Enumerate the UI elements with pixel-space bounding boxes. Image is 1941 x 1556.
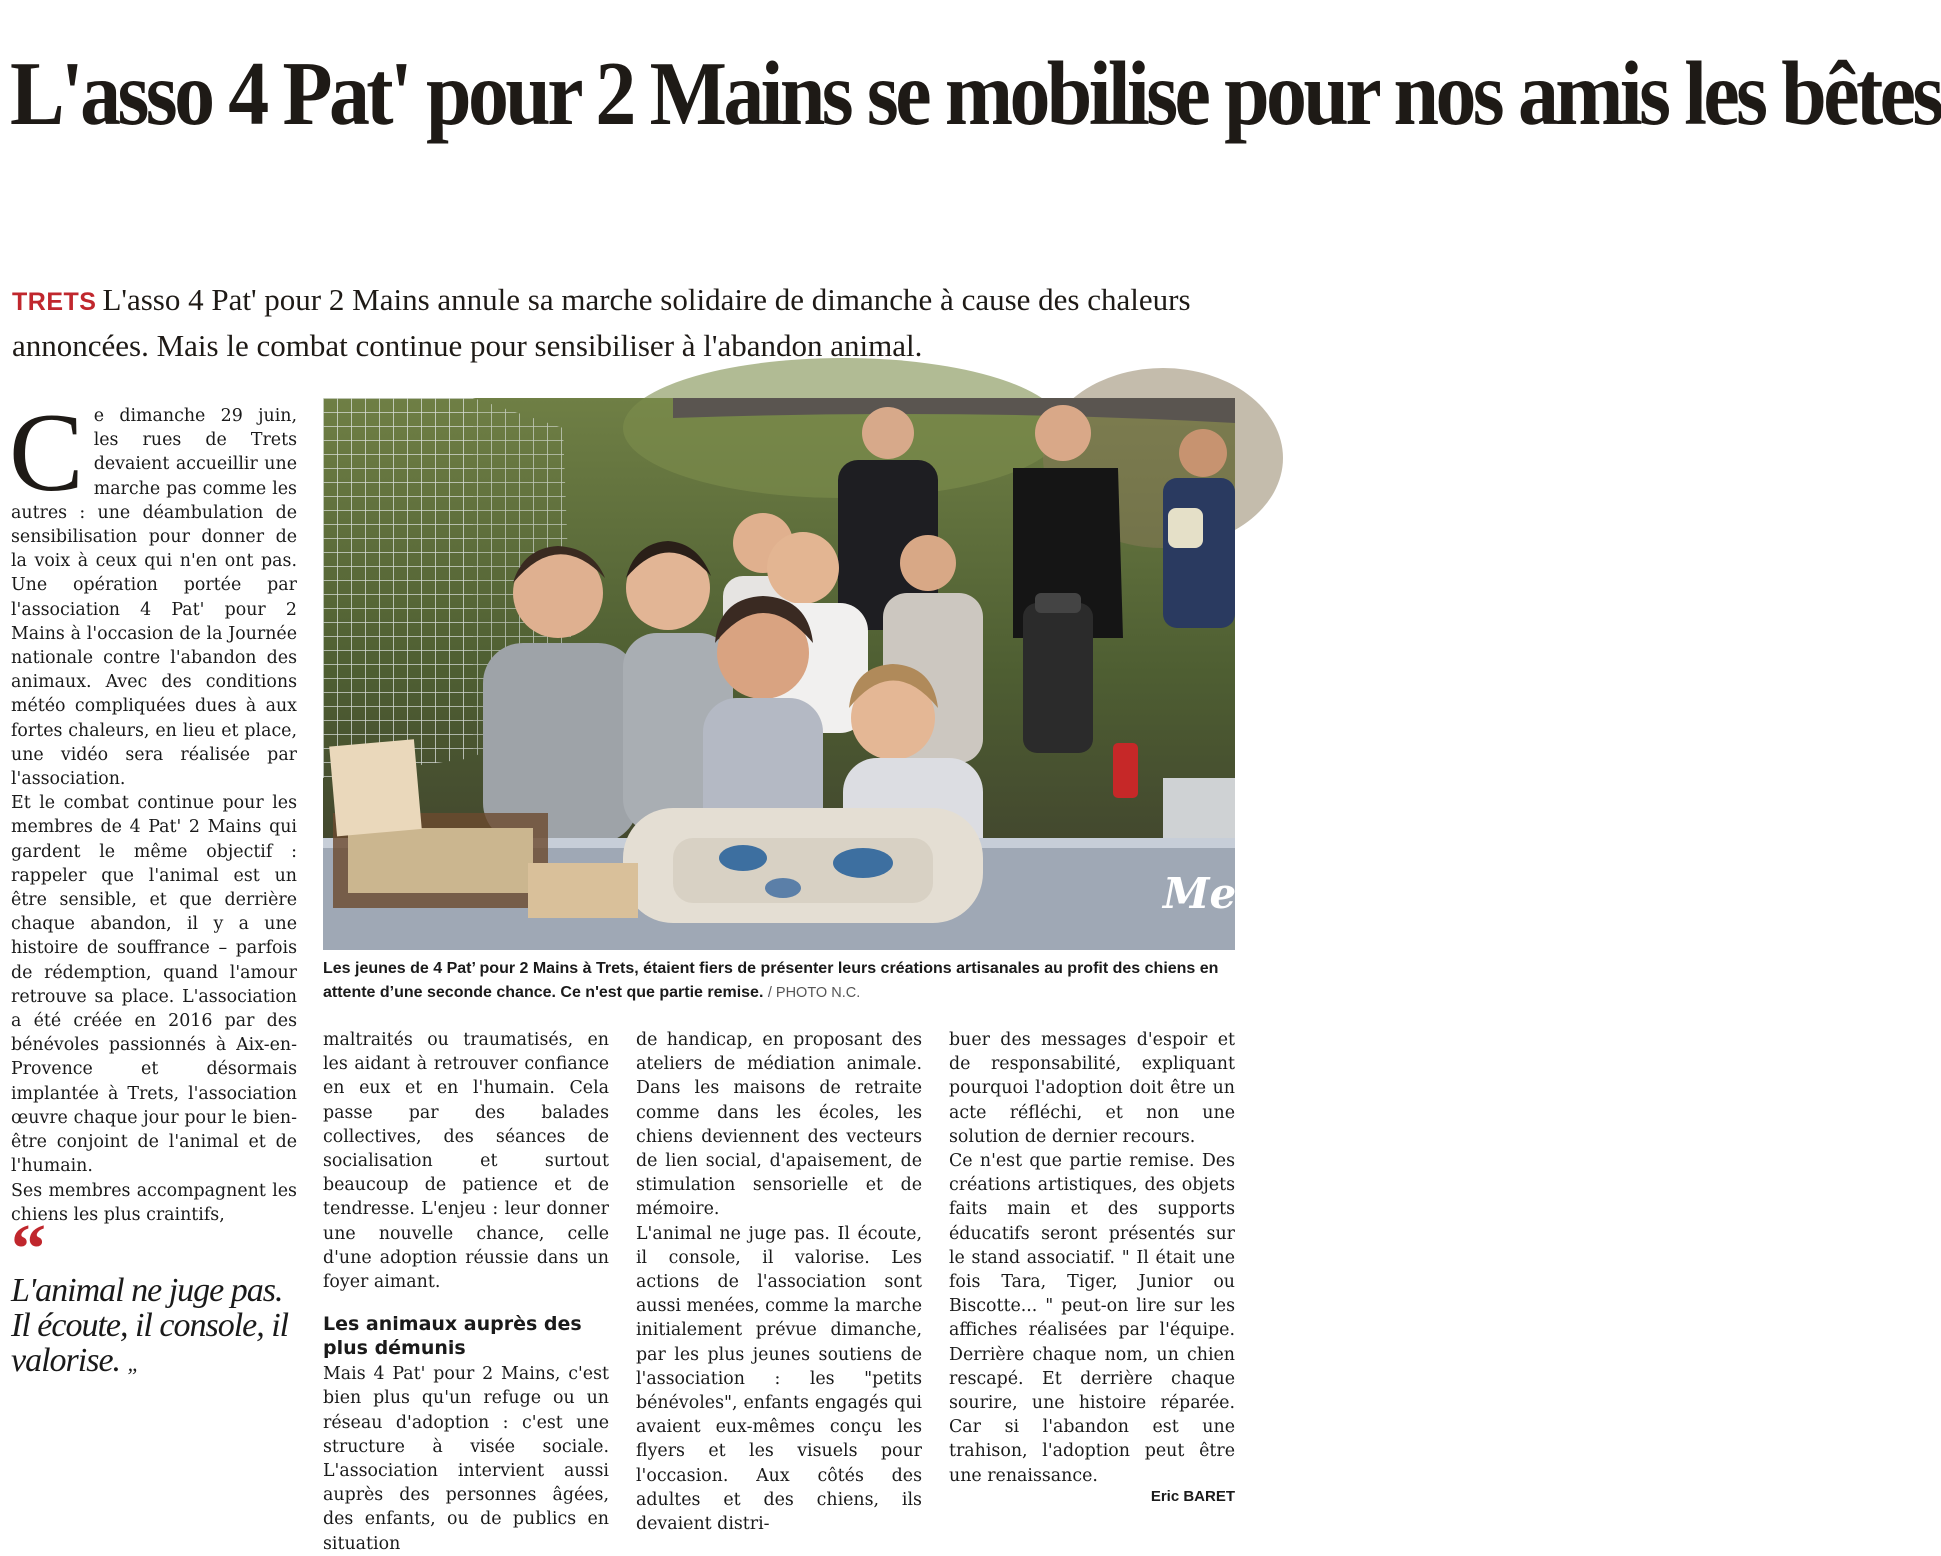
subheading: Les animaux auprès des plus démunis: [323, 1313, 582, 1360]
article-column-2: [323, 1028, 609, 1554]
photo-caption: [323, 957, 1238, 1005]
merci-sign: Merci: [1163, 869, 1300, 918]
paragraph: Mais 4 Pat' pour 2 Mains, c'est bien plus qu'un refuge ou un réseau d'adoption : c'est une structure à visée sociale. L'association intervient aussi auprès des personnes âgées, des enfants, ou de publics en situation: [323, 1364, 609, 1554]
paragraph: Ses membres accompagnent les chiens les plus craintifs,: [11, 1180, 297, 1225]
author-byline: Eric BARET: [1150, 1488, 1235, 1505]
headline: L'asso 4 Pat' pour 2 Mains se mobilise pour nos amis les bêtes: [10, 43, 1941, 144]
quote-text: [11, 1273, 301, 1381]
paragraph: Et le combat continue pour les membres de 4 Pat' 2 Mains qui gardent le même objectif : rappeler que l'animal est un être sensible, et que derrière chaque abandon, il y a une histoire de souffrance – parfois de rédemption, quand l'amour retrouve sa place. L'association a été créée en 2016 par des bénévoles passionnés à Aix-en-Provence et désormais implantée à Trets, l'association œuvre chaque jour pour le bien-être conjoint de l'animal et de l'humain.: [11, 793, 297, 1177]
quote-open-mark: “: [11, 1211, 46, 1288]
article-column-4: [949, 1028, 1235, 1488]
article-column-1: [9, 391, 297, 1225]
photo-illustration: [323, 398, 1300, 950]
drop-cap: C: [9, 391, 84, 515]
caption-text: Les jeunes de 4 Pat’ pour 2 Mains à Trets, étaient fiers de présenter leurs créations artisanales au profit des chiens en attente d’une seconde chance. Ce n'est que partie remise.: [323, 960, 1219, 1001]
pull-quote: [11, 1211, 301, 1381]
paragraph: de handicap, en proposant des ateliers de médiation animale. Dans les maisons de retraite comme dans les écoles, les chiens deviennent des vecteurs de lien social, d'apaisement, de stimulation sensorielle et de mémoire.: [636, 1030, 922, 1220]
paragraph: buer des messages d'espoir et de responsabilité, expliquant pourquoi l'adoption doit être un acte réfléchi, et non une solution de dernier recours.: [949, 1030, 1235, 1147]
quote-body: L'animal ne juge pas. Il écoute, il console, il valorise.: [11, 1272, 289, 1379]
lede-text: L'asso 4 Pat' pour 2 Mains annule sa marche solidaire de dimanche à cause des chaleurs annoncées. Mais le combat continue pour sensibiliser à l'abandon animal.: [12, 282, 1191, 363]
lede: [12, 278, 1247, 368]
paragraph: e dimanche 29 juin, les rues de Trets devaient accueillir une marche pas comme les autres : une déambulation de sensibilisation pour donner de la voix à ceux qui n'en ont pas. Une opération portée par l'association 4 Pat' pour 2 Mains à l'occasion de la Journée nationale contre l'abandon des animaux. Avec des conditions météo compliquées dues à aux fortes chaleurs, en lieu et place, une vidéo sera réalisée par l'association.: [11, 406, 297, 790]
article-photo: [323, 398, 1300, 950]
article-column-3: [636, 1028, 922, 1535]
paragraph: maltraités ou traumatisés, en les aidant à retrouver confiance en eux et en l'humain. Cela passe par des balades collectives, des séances de socialisation et surtout beaucoup de patience et de tendresse. L'enjeu : leur donner une nouvelle chance, celle d'une adoption réussie dans un foyer aimant.: [323, 1030, 609, 1293]
photo-credit: / PHOTO N.C.: [767, 985, 861, 1001]
quote-close-mark: „: [127, 1351, 139, 1376]
paragraph: Ce n'est que partie remise. Des créations artistiques, des objets faits main et des supports éducatifs seront présentés sur le stand associatif. " Il était une fois Tara, Tiger, Junior ou Biscotte... " peut-on lire sur les affiches réalisées par l'équipe. Derrière chaque nom, un chien rescapé. Et derrière chaque sourire, une histoire réparée. Car si l'abandon est une trahison, l'adoption peut être une renaissance.: [949, 1151, 1235, 1486]
paragraph: L'animal ne juge pas. Il écoute, il console, il valorise. Les actions de l'association sont aussi menées, comme la marche initialement prévue dimanche, par les plus jeunes soutiens de l'association : les "petits bénévoles", enfants engagés qui avaient eux-mêmes conçu les flyers et les visuels pour l'occasion. Aux côtés des adultes et des chiens, ils devaient distri-: [636, 1223, 922, 1535]
location-kicker: TRETS: [12, 288, 97, 316]
